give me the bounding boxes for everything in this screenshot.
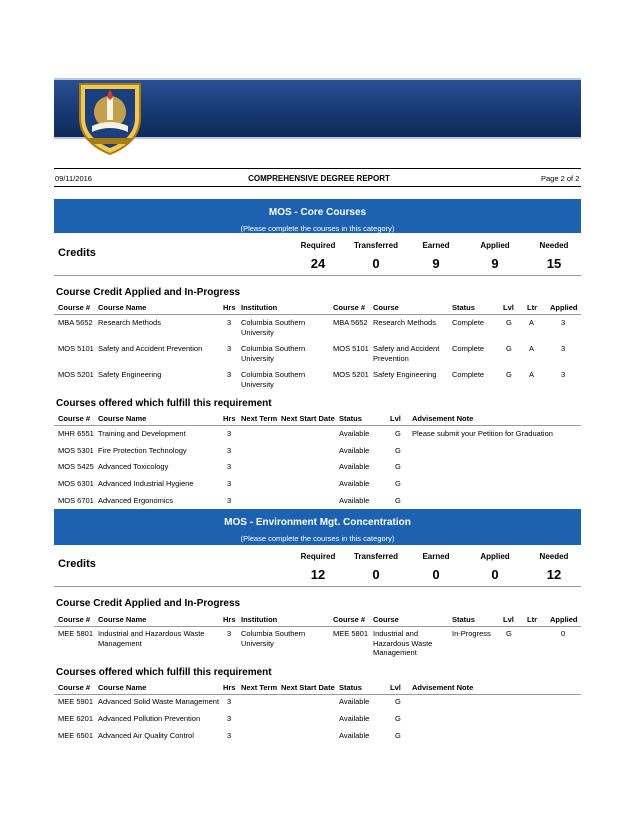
col-course: Course xyxy=(373,303,399,312)
col-course: Course xyxy=(373,615,399,624)
transferred-value: 0 xyxy=(372,567,380,582)
course-number: MEE 6501 xyxy=(58,731,94,740)
col-lvl: Lvl xyxy=(503,615,514,624)
course-status: Available xyxy=(339,697,370,706)
course-hours: 3 xyxy=(227,731,232,740)
col-lvl: Lvl xyxy=(390,683,401,692)
col-advisement-note: Advisement Note xyxy=(412,414,474,423)
divider xyxy=(54,275,581,276)
institution: Columbia Southern xyxy=(241,344,306,353)
col-ltr: Ltr xyxy=(527,615,537,624)
course-status: Available xyxy=(339,731,370,740)
required-header: Required xyxy=(300,552,336,561)
col-applied: Applied xyxy=(550,615,578,624)
col-next-term: Next Term xyxy=(241,414,278,423)
col-next-term: Next Term xyxy=(241,683,278,692)
transfer-course-number: MBA 5652 xyxy=(333,318,368,327)
course-number: MOS 5201 xyxy=(58,370,94,379)
transferred-header: Transferred xyxy=(353,241,399,250)
institution-line-2: University xyxy=(241,638,274,648)
course-letter-grade: A xyxy=(529,370,535,379)
transfer-course-number: MOS 5101 xyxy=(333,344,369,353)
transfer-course-line-2: Prevention xyxy=(373,353,409,363)
course-level: G xyxy=(395,714,401,723)
header-top-rule xyxy=(54,168,581,169)
transfer-course: Safety Engineering xyxy=(373,370,437,379)
course-status: Available xyxy=(339,496,370,505)
course-number: MEE 5901 xyxy=(58,697,94,706)
course-name: Advanced Solid Waste Management xyxy=(98,697,220,706)
needed-header: Needed xyxy=(539,552,569,561)
core-category-band xyxy=(54,199,581,233)
col-course-no: Course # xyxy=(58,683,91,692)
applied-header: Applied xyxy=(480,552,510,561)
col-course-no: Course # xyxy=(58,303,91,312)
divider xyxy=(54,586,581,587)
course-name: Training and Development xyxy=(98,429,186,438)
advisement-note: Please submit your Petition for Graduation xyxy=(412,429,553,438)
course-level: G xyxy=(506,344,512,353)
course-number: MOS 6301 xyxy=(58,479,94,488)
course-level: G xyxy=(395,496,401,505)
course-level: G xyxy=(395,479,401,488)
university-seal-logo xyxy=(72,80,148,156)
required-value: 12 xyxy=(310,567,326,582)
course-applied-credits: 0 xyxy=(561,629,566,638)
divider xyxy=(54,314,581,315)
col-next-start-date: Next Start Date xyxy=(281,683,335,692)
credits-label: Credits xyxy=(58,247,96,259)
applied-section-heading: Course Credit Applied and In-Progress xyxy=(56,287,241,298)
course-hours: 3 xyxy=(227,496,232,505)
institution: Columbia Southern xyxy=(241,370,306,379)
institution: Columbia Southern xyxy=(241,318,306,327)
col-status: Status xyxy=(339,683,362,692)
course-level: G xyxy=(506,318,512,327)
course-number: MBA 5652 xyxy=(58,318,93,327)
col-ltr: Ltr xyxy=(527,303,537,312)
course-hours: 3 xyxy=(227,479,232,488)
institution: Columbia Southern xyxy=(241,629,306,638)
course-number: MEE 5801 xyxy=(58,629,94,638)
divider xyxy=(54,626,581,627)
course-hours: 3 xyxy=(227,462,232,471)
course-status: Available xyxy=(339,462,370,471)
course-status: Available xyxy=(339,429,370,438)
course-status: Complete xyxy=(452,370,485,379)
course-status: In-Progress xyxy=(452,629,491,638)
course-status: Complete xyxy=(452,344,485,353)
transfer-course: Research Methods xyxy=(373,318,436,327)
course-level: G xyxy=(506,370,512,379)
course-status: Complete xyxy=(452,318,485,327)
institution-line-2: University xyxy=(241,379,274,389)
course-name: Advanced Ergonomics xyxy=(98,496,174,505)
col-course-name: Course Name xyxy=(98,615,147,624)
course-number: MEE 6201 xyxy=(58,714,94,723)
earned-header: Earned xyxy=(422,241,450,250)
category-subtitle: (Please complete the courses in this category) xyxy=(240,224,395,233)
col-course-name: Course Name xyxy=(98,303,147,312)
page-number: Page 2 of 2 xyxy=(541,174,580,183)
course-hours: 3 xyxy=(227,446,232,455)
course-name: Advanced Air Quality Control xyxy=(98,731,194,740)
course-name: Safety Engineering xyxy=(98,370,162,379)
col-hrs: Hrs xyxy=(223,303,236,312)
report-title: COMPREHENSIVE DEGREE REPORT xyxy=(248,174,390,183)
category-title: MOS - Environment Mgt. Concentration xyxy=(224,517,411,528)
col-lvl: Lvl xyxy=(390,414,401,423)
course-name: Research Methods xyxy=(98,318,161,327)
report-date: 09/11/2016 xyxy=(55,174,92,183)
col-course-no-2: Course # xyxy=(333,303,366,312)
col-status: Status xyxy=(339,414,362,423)
col-institution: Institution xyxy=(241,303,278,312)
course-hours: 3 xyxy=(227,370,232,379)
course-letter-grade: A xyxy=(529,318,535,327)
course-level: G xyxy=(395,697,401,706)
col-institution: Institution xyxy=(241,615,278,624)
course-name-line-2: Management xyxy=(98,638,142,648)
col-lvl: Lvl xyxy=(503,303,514,312)
required-value: 24 xyxy=(310,256,326,271)
col-next-start-date: Next Start Date xyxy=(281,414,335,423)
col-hrs: Hrs xyxy=(223,615,236,624)
course-name: Advanced Toxicology xyxy=(98,462,169,471)
earned-header: Earned xyxy=(422,552,450,561)
course-letter-grade: A xyxy=(529,344,535,353)
university-name: COLUMBIA SOUTHERN UNIVERSITY xyxy=(150,18,561,42)
col-course-no-2: Course # xyxy=(333,615,366,624)
earned-value: 0 xyxy=(432,567,440,582)
course-level: G xyxy=(506,629,512,638)
transfer-course: Safety and Accident xyxy=(373,344,440,353)
course-level: G xyxy=(395,429,401,438)
transfer-course-number: MEE 5801 xyxy=(333,629,369,638)
course-applied-credits: 3 xyxy=(561,344,566,353)
earned-value: 9 xyxy=(432,256,440,271)
course-hours: 3 xyxy=(227,629,232,638)
transfer-course-number: MOS 5201 xyxy=(333,370,369,379)
course-number: MOS 5425 xyxy=(58,462,94,471)
course-number: MOS 5101 xyxy=(58,344,94,353)
applied-section-heading: Course Credit Applied and In-Progress xyxy=(56,598,241,609)
course-status: Available xyxy=(339,714,370,723)
course-number: MHR 6551 xyxy=(58,429,94,438)
applied-header: Applied xyxy=(480,241,510,250)
offered-section-heading: Courses offered which fulfill this requirement xyxy=(56,398,272,409)
course-number: MOS 5301 xyxy=(58,446,94,455)
course-name: Industrial and Hazardous Waste xyxy=(98,629,205,638)
course-applied-credits: 3 xyxy=(561,318,566,327)
needed-value: 15 xyxy=(546,256,562,271)
transfer-course-line-2: Hazardous Waste xyxy=(373,638,433,648)
col-course-name: Course Name xyxy=(98,683,147,692)
env-category-band xyxy=(54,509,581,545)
category-subtitle: (Please complete the courses in this category) xyxy=(240,534,395,543)
institution-line-2: University xyxy=(241,327,274,337)
header-bottom-rule xyxy=(54,186,581,187)
transfer-course: Industrial and xyxy=(373,629,419,638)
course-level: G xyxy=(395,446,401,455)
course-hours: 3 xyxy=(227,714,232,723)
course-name: Safety and Accident Prevention xyxy=(98,344,203,353)
col-course-no: Course # xyxy=(58,615,91,624)
col-status: Status xyxy=(452,615,475,624)
col-applied: Applied xyxy=(550,303,578,312)
applied-value: 9 xyxy=(491,256,499,271)
col-advisement-note: Advisement Note xyxy=(412,683,474,692)
credits-label: Credits xyxy=(58,558,96,570)
transfer-course-line-3: Management xyxy=(373,648,417,657)
course-status: Available xyxy=(339,446,370,455)
col-course-name: Course Name xyxy=(98,414,147,423)
institution-line-2: University xyxy=(241,353,274,363)
col-status: Status xyxy=(452,303,475,312)
course-hours: 3 xyxy=(227,344,232,353)
col-hrs: Hrs xyxy=(223,414,236,423)
course-number: MOS 6701 xyxy=(58,496,94,505)
course-hours: 3 xyxy=(227,697,232,706)
offered-section-heading: Courses offered which fulfill this requirement xyxy=(56,667,272,678)
required-header: Required xyxy=(300,241,336,250)
category-title: MOS - Core Courses xyxy=(268,207,367,218)
course-status: Available xyxy=(339,479,370,488)
col-hrs: Hrs xyxy=(223,683,236,692)
course-hours: 3 xyxy=(227,429,232,438)
course-name: Advanced Pollution Prevention xyxy=(98,714,201,723)
col-course-no: Course # xyxy=(58,414,91,423)
course-name: Advanced Industrial Hygiene xyxy=(98,479,194,488)
divider xyxy=(54,694,581,695)
needed-value: 12 xyxy=(546,567,562,582)
applied-value: 0 xyxy=(491,567,499,582)
transferred-value: 0 xyxy=(372,256,380,271)
course-level: G xyxy=(395,731,401,740)
needed-header: Needed xyxy=(539,241,569,250)
divider xyxy=(54,425,581,426)
course-hours: 3 xyxy=(227,318,232,327)
transferred-header: Transferred xyxy=(353,552,399,561)
course-name: Fire Protection Technology xyxy=(98,446,187,455)
course-applied-credits: 3 xyxy=(561,370,566,379)
course-level: G xyxy=(395,462,401,471)
